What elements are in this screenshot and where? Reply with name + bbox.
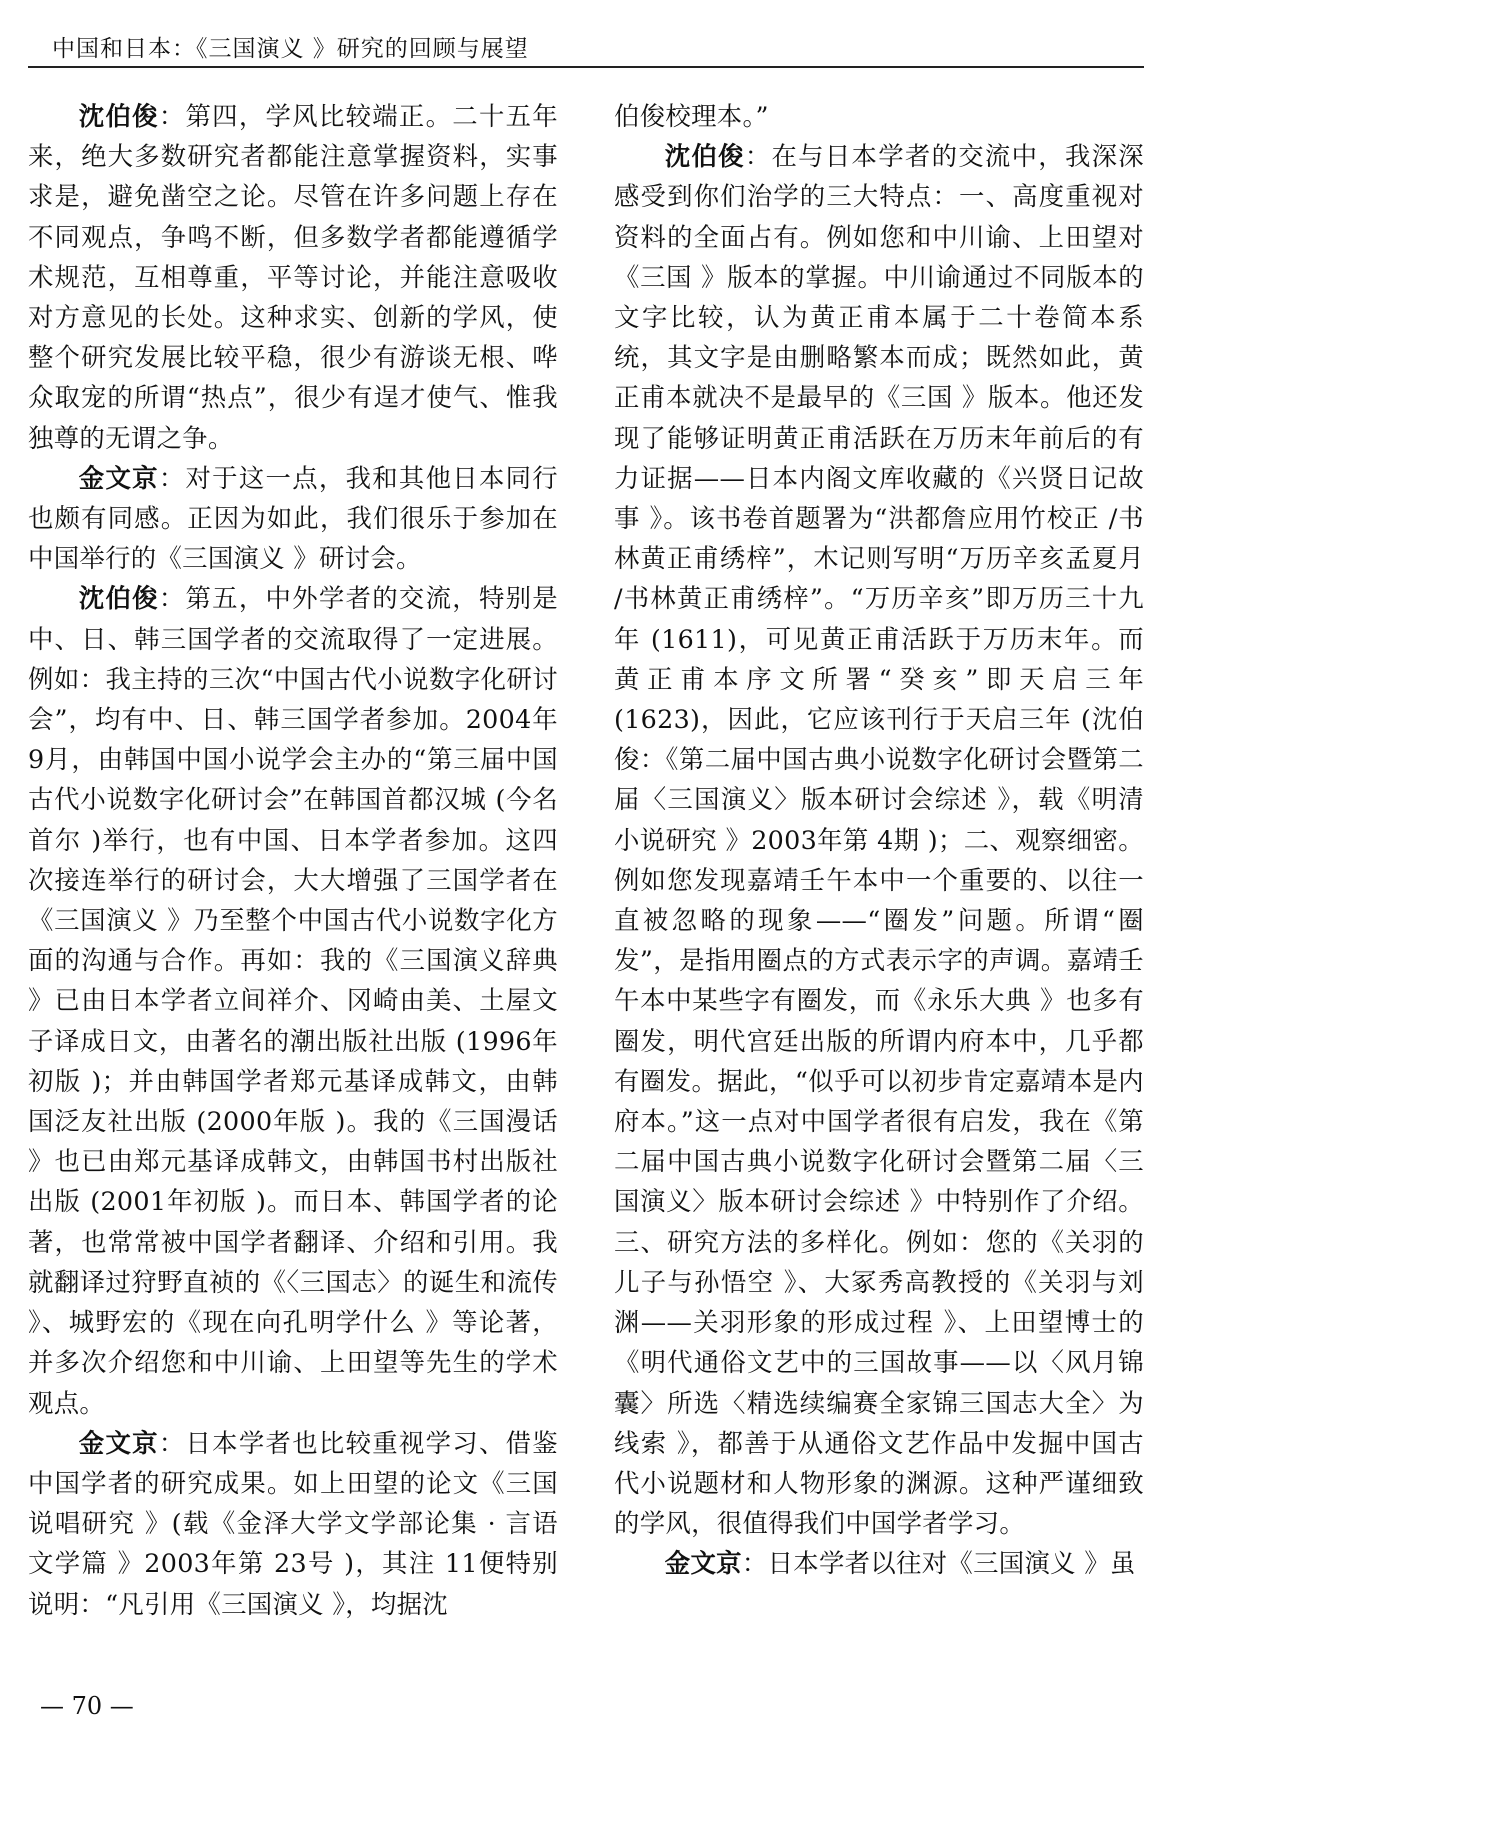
paragraph-text: ：日本学者以往对《三国演义 》虽 (741, 1548, 1136, 1579)
paragraph-text: ：第四，学风比较端正。二十五年来，绝大多数研究者都能注意掌握资料，实事求是，避免凿空之论。尽管在许多问题上存在不同观点，争鸣不断，但多数学者都能遵循学术规范，互相尊重，平等讨论，并能注意吸收对方意见的长处。这种求实、创新的学风，使整个研究发展比较平稳，很少有游谈无根、哗众取宠的所谓“热点”，很少有逞才使气、惟我独尊的无谓之争。 (28, 101, 558, 453)
speaker-name: 金文京 (78, 1427, 159, 1458)
paragraph (28, 1423, 558, 1624)
left-column (28, 96, 558, 1624)
paragraph (28, 96, 558, 458)
right-column (614, 96, 1144, 1584)
header-rule (28, 66, 1144, 68)
paragraph-text: 伯俊校理本。” (614, 101, 769, 131)
speaker-name: 沈伯俊 (78, 101, 159, 131)
paragraph-text: ：对于这一点，我和其他日本同行也颇有同感。正因为如此，我们很乐于参加在中国举行的《三国演义 》研讨会。 (28, 462, 558, 574)
page-number: — 70 — (40, 1692, 134, 1720)
paragraph (28, 458, 558, 579)
paragraph-text: ：在与日本学者的交流中，我深深感受到你们治学的三大特点：一、高度重视对资料的全面占有。例如您和中川谕、上田望对《三国 》版本的掌握。中川谕通过不同版本的文字比较，认为黄正甫本属于二十卷简本系统，其文字是由删略繁本而成；既然如此，黄正甫本就决不是最早的《三国 》版本。他还发现了能够证明黄正甫活跃在万历末年前后的有力证据——日本内阁文库收藏的《兴贤日记故事 》。该书卷首题署为“洪都詹应用竹校正 /书林黄正甫绣梓”，木记则写明“万历辛亥孟夏月 /书林黄正甫绣梓”。“万历辛亥”即万历三十九年 (1611)，可见黄正甫活跃于万历末年。而黄正甫本序文所署“癸亥”即天启三年 (1623)，因此，它应该刊行于天启三年 (沈伯俊：《第二届中国古典小说数字化研讨会暨第二届〈三国演义〉版本研讨会综述 》，载《明清小说研究 》2003年第 4期 )；二、观察细密。例如您发现嘉靖壬午本中一个重要的、以往一直被忽略的现象——“圈发”问题。所谓“圈发”，是指用圈点的方式表示字的声调。嘉靖壬午本中某些字有圈发，而《永乐大典 》也多有圈发，明代宫廷出版的所谓内府本中，几乎都有圈发。据此，“似乎可以初步肯定嘉靖本是内府本。”这一点对中国学者很有启发，我在《第二届中国古典小说数字化研讨会暨第二届〈三国演义〉版本研讨会综述 》中特别作了介绍。三、研究方法的多样化。例如：您的《关羽的儿子与孙悟空 》、大冢秀高教授的《关羽与刘渊——关羽形象的形成过程 》、上田望博士的《明代通俗文艺中的三国故事——以〈风月锦囊〉所选〈精选续编赛全家锦三国志大全〉为线索 》，都善于从通俗文艺作品中发掘中国古代小说题材和人物形象的渊源。这种严谨细致的学风，很值得我们中国学者学习。 (614, 141, 1144, 1539)
running-header: 中国和日本：《三国演义 》研究的回顾与展望 (52, 36, 529, 62)
speaker-name: 沈伯俊 (664, 141, 745, 172)
speaker-name: 沈伯俊 (78, 583, 159, 614)
paragraph-continuation (614, 96, 1144, 136)
paragraph (614, 136, 1144, 1543)
paragraph (28, 578, 558, 1422)
paragraph (614, 1543, 1144, 1583)
paragraph-text: ：日本学者也比较重视学习、借鉴中国学者的研究成果。如上田望的论文《三国说唱研究 》(载《金泽大学文学部论集 · 言语文学篇 》2003年第 23号 )，其注 11便特别说明：“凡引用《三国演义 》，均据沈 (28, 1427, 558, 1619)
paragraph-text: ：第五，中外学者的交流，特别是中、日、韩三国学者的交流取得了一定进展。例如：我主持的三次“中国古代小说数字化研讨会”，均有中、日、韩三国学者参加。2004年 9月，由韩国中国小说学会主办的“第三届中国古代小说数字化研讨会”在韩国首都汉城 (今名首尔 )举行，也有中国、日本学者参加。这四次接连举行的研讨会，大大增强了三国学者在《三国演义 》乃至整个中国古代小说数字化方面的沟通与合作。再如：我的《三国演义辞典 》已由日本学者立间祥介、冈崎由美、土屋文子译成日文，由著名的潮出版社出版 (1996年初版 )；并由韩国学者郑元基译成韩文，由韩国泛友社出版 (2000年版 )。我的《三国漫话 》也已由郑元基译成韩文，由韩国书村出版社出版 (2001年初版 )。而日本、韩国学者的论著，也常常被中国学者翻译、介绍和引用。我就翻译过狩野直祯的《〈三国志〉的诞生和流传 》、城野宏的《现在向孔明学什么 》等论著，并多次介绍您和中川谕、上田望等先生的学术观点。 (28, 583, 558, 1418)
speaker-name: 金文京 (78, 462, 159, 493)
speaker-name: 金文京 (664, 1548, 742, 1579)
